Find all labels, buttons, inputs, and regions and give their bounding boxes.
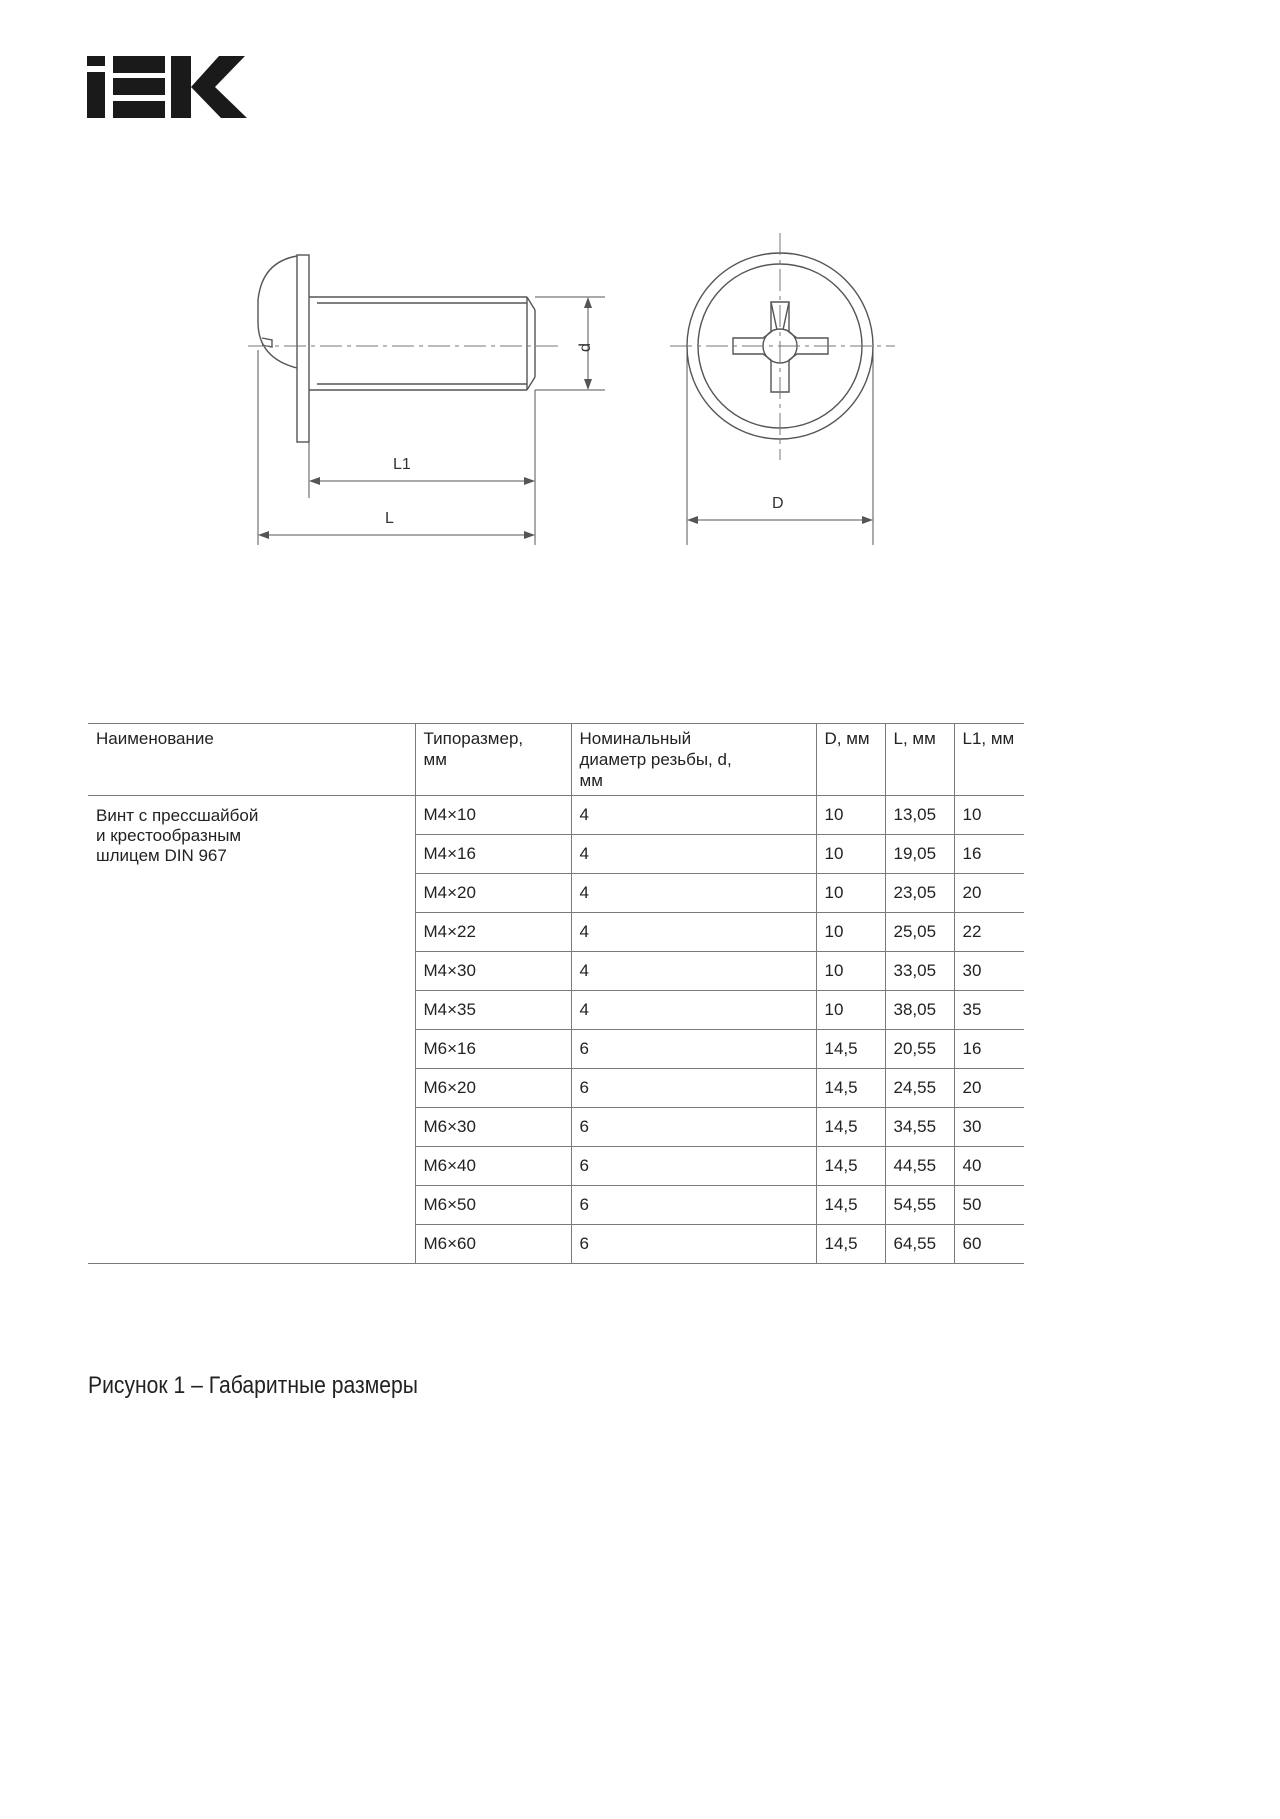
cell-L1: 30 xyxy=(954,1108,1024,1147)
cell-L1: 20 xyxy=(954,1069,1024,1108)
cell-D: 14,5 xyxy=(816,1030,885,1069)
cell-D: 10 xyxy=(816,796,885,835)
cell-L1: 50 xyxy=(954,1186,1024,1225)
cell-L1: 22 xyxy=(954,913,1024,952)
cell-thread: 6 xyxy=(571,1186,816,1225)
cell-thread: 4 xyxy=(571,835,816,874)
cell-L1: 16 xyxy=(954,835,1024,874)
cell-D: 14,5 xyxy=(816,1225,885,1264)
cell-thread: 4 xyxy=(571,952,816,991)
cell-L1: 16 xyxy=(954,1030,1024,1069)
cell-thread: 6 xyxy=(571,1147,816,1186)
cell-L: 23,05 xyxy=(885,874,954,913)
cell-size: M6×50 xyxy=(415,1186,571,1225)
figure-caption: Рисунок 1 – Габаритные размеры xyxy=(88,1372,418,1399)
screw-drawing xyxy=(0,0,1280,600)
cell-thread: 6 xyxy=(571,1069,816,1108)
cell-D: 14,5 xyxy=(816,1147,885,1186)
screw-head-dome xyxy=(258,256,297,368)
header-name: Наименование xyxy=(88,724,415,796)
header-L1: L1, мм xyxy=(954,724,1024,796)
cell-size: M6×16 xyxy=(415,1030,571,1069)
table-row xyxy=(88,796,1024,835)
cell-L: 54,55 xyxy=(885,1186,954,1225)
cell-L: 44,55 xyxy=(885,1147,954,1186)
cell-D: 10 xyxy=(816,952,885,991)
cell-size: M6×30 xyxy=(415,1108,571,1147)
cell-L: 33,05 xyxy=(885,952,954,991)
cell-L1: 60 xyxy=(954,1225,1024,1264)
cell-L: 34,55 xyxy=(885,1108,954,1147)
cell-L1: 30 xyxy=(954,952,1024,991)
dim-label-l: L xyxy=(385,510,394,527)
cell-size: M6×40 xyxy=(415,1147,571,1186)
cell-L1: 35 xyxy=(954,991,1024,1030)
cell-D: 14,5 xyxy=(816,1069,885,1108)
dim-label-d: d xyxy=(577,343,594,352)
cell-thread: 6 xyxy=(571,1108,816,1147)
cell-size: M4×35 xyxy=(415,991,571,1030)
cell-size: M4×10 xyxy=(415,796,571,835)
spec-table xyxy=(88,723,1024,1264)
cell-D: 10 xyxy=(816,874,885,913)
cell-size: M4×30 xyxy=(415,952,571,991)
cell-L: 19,05 xyxy=(885,835,954,874)
cell-L: 20,55 xyxy=(885,1030,954,1069)
cell-size: M4×16 xyxy=(415,835,571,874)
screw-flange xyxy=(297,255,309,442)
cell-D: 10 xyxy=(816,913,885,952)
cell-thread: 4 xyxy=(571,874,816,913)
dim-label-D: D xyxy=(772,495,784,512)
cell-size: M6×60 xyxy=(415,1225,571,1264)
cell-L: 24,55 xyxy=(885,1069,954,1108)
header-size: Типоразмер, мм xyxy=(415,724,571,796)
cell-L: 38,05 xyxy=(885,991,954,1030)
dim-label-l1: L1 xyxy=(393,456,411,473)
cell-L1: 40 xyxy=(954,1147,1024,1186)
table-header-row xyxy=(88,724,1024,796)
cell-thread: 4 xyxy=(571,991,816,1030)
cell-thread: 6 xyxy=(571,1030,816,1069)
header-thread-diameter: Номинальный диаметр резьбы, d, мм xyxy=(571,724,816,796)
cell-thread: 4 xyxy=(571,796,816,835)
header-D: D, мм xyxy=(816,724,885,796)
cell-thread: 4 xyxy=(571,913,816,952)
cell-D: 10 xyxy=(816,991,885,1030)
cell-size: M4×20 xyxy=(415,874,571,913)
cell-D: 14,5 xyxy=(816,1108,885,1147)
cell-size: M4×22 xyxy=(415,913,571,952)
cell-L1: 20 xyxy=(954,874,1024,913)
cell-D: 14,5 xyxy=(816,1186,885,1225)
cell-L: 13,05 xyxy=(885,796,954,835)
header-L: L, мм xyxy=(885,724,954,796)
cell-L: 64,55 xyxy=(885,1225,954,1264)
cell-thread: 6 xyxy=(571,1225,816,1264)
product-name-cell: Винт с прессшайбой и крестообразным шлицем DIN 967 xyxy=(88,796,415,1264)
cell-L1: 10 xyxy=(954,796,1024,835)
cell-D: 10 xyxy=(816,835,885,874)
cell-L: 25,05 xyxy=(885,913,954,952)
cell-size: M6×20 xyxy=(415,1069,571,1108)
